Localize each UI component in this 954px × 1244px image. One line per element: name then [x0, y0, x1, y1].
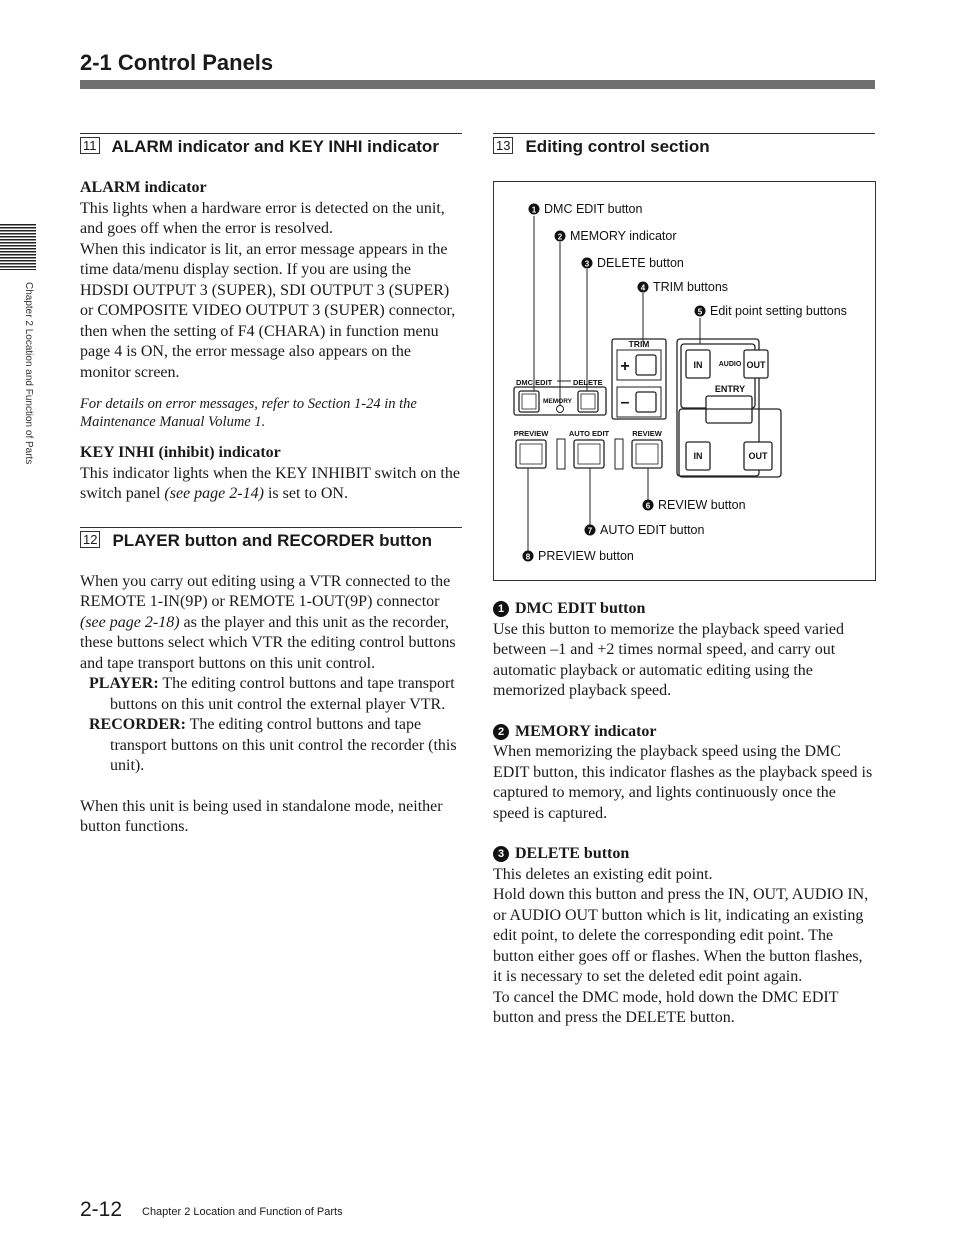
keyinhi-paragraph: This indicator lights when the KEY INHIBIT switch on the switch panel (see page 2-14) is set to ON.: [80, 464, 460, 502]
callout-1-label: DMC EDIT button: [544, 202, 643, 216]
svg-text:6: 6: [645, 501, 651, 511]
section-title: Editing control section: [525, 137, 710, 156]
callout-3-label: DELETE button: [597, 256, 684, 270]
dmc-edit-button[interactable]: [519, 391, 539, 412]
page-number: 2-12: [80, 1198, 123, 1221]
callout-6: [643, 498, 746, 512]
svg-text:4: 4: [640, 283, 646, 293]
number-3-icon: 3: [493, 846, 509, 862]
item-1: [493, 599, 875, 702]
page-reference: (see page 2-14): [164, 485, 264, 502]
preview-panel-label: PREVIEW: [513, 429, 549, 438]
alarm-note: For details on error messages, refer to Section 1-24 in the Maintenance Manual Volume 1.: [80, 396, 417, 430]
page-reference: (see page 2-18): [80, 613, 180, 631]
item-1-body: Use this button to memorize the playback speed varied between –1 and +2 times normal speed, and carry out automatic playback or automatic editing using the memorized playback speed.: [493, 620, 845, 699]
svg-text:OUT: OUT: [746, 360, 766, 370]
player-paragraph: When you carry out editing using a VTR connected to the REMOTE 1-IN(9P) or REMOTE 1-OUT(9P) connector (see page 2-18) as the player and this unit as the recorder, these buttons select which VTR the editing control buttons and tape transport buttons on this unit control.: [80, 572, 456, 672]
item-3: [493, 844, 875, 1029]
delete-button[interactable]: [578, 391, 598, 412]
in-button-upper[interactable]: [686, 350, 710, 378]
plus-icon: +: [620, 358, 630, 375]
trim-panel-label: TRIM: [628, 339, 650, 349]
svg-text:7: 7: [587, 526, 593, 536]
section-13-heading: [493, 133, 875, 158]
section-title: PLAYER button and RECORDER button: [112, 530, 432, 550]
keyinhi-subheading: KEY INHI (inhibit) indicator: [80, 444, 281, 461]
chapter-tab-stripes: [0, 224, 36, 270]
callout-4-label: TRIM buttons: [653, 280, 729, 294]
number-2-icon: 2: [493, 724, 509, 740]
item-3-body-2: Hold down this button and press the IN, OUT, AUDIO IN, or AUDIO OUT button which is lit, indicating an existing edit point, to delete the corresponding edit point. The button either goes off or flashes. When the button flashes, it is necessary to set the deleted edit point again.: [493, 886, 869, 985]
svg-text:3: 3: [584, 259, 590, 269]
memory-panel-label: MEMORY: [543, 398, 573, 405]
section-11-heading: [80, 133, 462, 158]
preview-separator: [557, 439, 565, 469]
trim-plus-button[interactable]: [636, 355, 656, 375]
callout-2-label: MEMORY indicator: [570, 229, 677, 243]
out-button-upper[interactable]: [744, 350, 768, 378]
svg-text:8: 8: [525, 552, 531, 562]
callout-3: [582, 256, 684, 270]
callout-7: [585, 523, 705, 537]
section-title: ALARM indicator and KEY INHI indicator: [111, 137, 439, 156]
alarm-paragraph-2: When this indicator is lit, an error message appears in the time data/menu display section. If you are using the HDSDI OUTPUT 3 (SUPER), SDI OUTPUT 3 (SUPER) or COMPOSITE VIDEO OUTPUT 3 (SUPER) connector, then when the setting of F4 (CHARA) in function menu page 4 is ON, the error message also appears on the monitor screen.: [80, 240, 456, 381]
callout-7-label: AUTO EDIT button: [600, 523, 705, 537]
standalone-paragraph: When this unit is being used in standalone mode, neither button functions.: [80, 797, 443, 835]
svg-text:OUT: OUT: [748, 451, 768, 461]
item-1-heading: DMC EDIT button: [515, 600, 646, 617]
entry-label: ENTRY: [714, 384, 746, 394]
header-rule: [80, 80, 875, 89]
number-1-icon: 1: [493, 601, 509, 617]
callout-2: [555, 229, 677, 243]
out-button-lower[interactable]: [744, 442, 772, 470]
callout-5: [695, 304, 847, 318]
item-2: [493, 722, 875, 825]
section-12-heading: [80, 527, 462, 552]
editing-control-diagram: [493, 181, 876, 581]
callout-4: [638, 280, 729, 294]
in-button-lower[interactable]: [686, 442, 710, 470]
callout-1: [529, 202, 643, 216]
item-3-heading: DELETE button: [515, 845, 630, 862]
item-3-body: This deletes an existing edit point.: [493, 865, 713, 883]
memory-indicator: [557, 406, 564, 413]
page-title: 2-1 Control Panels: [80, 50, 274, 75]
alarm-subheading: ALARM indicator: [80, 179, 207, 196]
preview-button[interactable]: [516, 440, 546, 468]
svg-text:2: 2: [557, 232, 563, 242]
section-number: 13: [493, 137, 513, 154]
svg-text:1: 1: [531, 205, 537, 215]
callout-8: [523, 549, 634, 563]
player-definition: PLAYER: The editing control buttons and tape transport buttons on this unit control the external player VTR.: [89, 675, 455, 713]
section-number: 11: [80, 137, 100, 154]
review-panel-label: REVIEW: [632, 429, 662, 438]
callout-6-label: REVIEW button: [658, 498, 746, 512]
svg-text:IN: IN: [693, 360, 703, 370]
right-column-text: [493, 599, 875, 1029]
diagram-svg: [494, 182, 875, 580]
section-number: 12: [80, 531, 100, 548]
callout-5-label: Edit point setting buttons: [710, 304, 847, 318]
dmc-edit-panel-label: DMC EDIT: [516, 378, 553, 387]
item-2-heading: MEMORY indicator: [515, 722, 657, 740]
trim-minus-button[interactable]: [636, 392, 656, 412]
svg-text:IN: IN: [693, 451, 703, 461]
auto-edit-separator: [615, 439, 623, 469]
review-button[interactable]: [632, 440, 662, 468]
minus-icon: –: [620, 394, 630, 411]
right-column-heading: [493, 133, 875, 158]
alarm-paragraph: This lights when a hardware error is detected on the unit, and goes off when the error is resolved.: [80, 199, 445, 237]
item-3-body-3: To cancel the DMC mode, hold down the DMC EDIT button and press the DELETE button.: [493, 988, 839, 1026]
svg-text:5: 5: [697, 307, 703, 317]
callout-8-label: PREVIEW button: [538, 549, 634, 563]
footer-chapter: Chapter 2 Location and Function of Parts: [142, 1206, 343, 1218]
chapter-side-label: Chapter 2 Location and Function of Parts: [23, 282, 34, 465]
item-2-body: When memorizing the playback speed using the DMC EDIT button, this indicator flashes as the playback speed is captured to memory, and lights continuously once the speed is captured.: [493, 743, 873, 822]
auto-edit-button[interactable]: [574, 440, 604, 468]
auto-edit-panel-label: AUTO EDIT: [568, 429, 610, 438]
recorder-definition: RECORDER: The editing control buttons and tape transport buttons on this unit control the recorder (this unit).: [89, 716, 457, 774]
delete-panel-label: DELETE: [573, 378, 603, 387]
audio-label: AUDIO: [718, 361, 742, 368]
left-column: [80, 133, 462, 838]
